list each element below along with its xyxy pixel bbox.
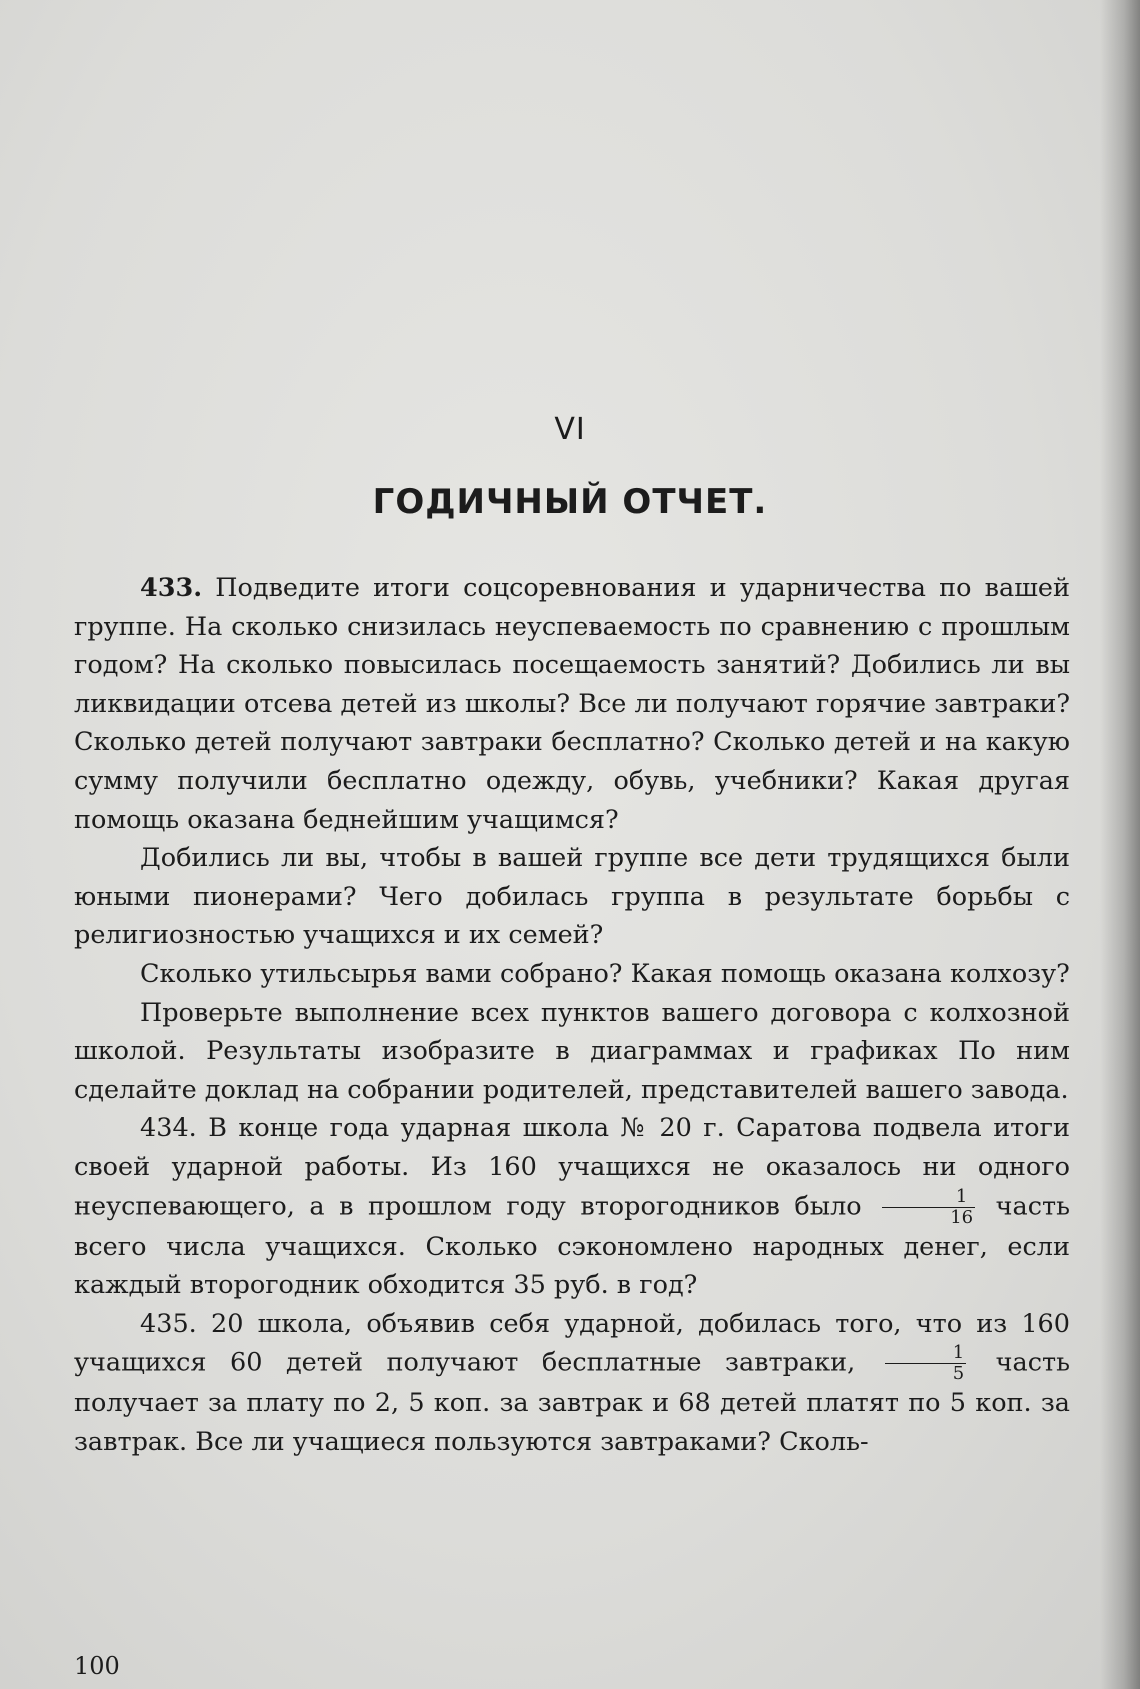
problem-number: 435.: [140, 1308, 197, 1339]
fraction-denominator: 5: [952, 1363, 965, 1385]
fraction-numerator: 1: [885, 1343, 966, 1364]
problem-number: 433.: [140, 573, 203, 603]
problem-text-before: 20 школа, объявив себя ударной, добилась того, что из 160 учащихся 60 детей получают бесплатные завтраки,: [74, 1308, 1071, 1378]
problem-433-paragraph-3: Сколько утильсырья вами собрано? Какая помощь оказана колхозу?: [140, 958, 1070, 989]
problem-text-after: часть всего числа учащихся. Сколько сэкономлено народных денег, если каждый второгодник обходится 35 руб. в год?: [74, 1191, 1071, 1301]
problem-433-paragraph-2: Добились ли вы, чтобы в вашей группе все дети трудящихся были юными пионерами? Чего добилась группа в результате борьбы с религиозностью учащихся и их семей?: [74, 843, 1070, 951]
problem-433-paragraph-4: Проверьте выполнение всех пунктов вашего договора с колхозной школой. Результаты изобразите в диаграммах и графиках По ним сделайте доклад на собрании родителей, представителей вашего завода.: [74, 997, 1070, 1105]
problem-number: 434.: [140, 1113, 197, 1144]
page-number: 100: [74, 1652, 120, 1680]
problem-435: [74, 1305, 1070, 1462]
problem-434: [74, 1109, 1070, 1304]
problem-433-paragraph-1: [74, 569, 1070, 839]
chapter-title: ГОДИЧНЫЙ ОТЧЕТ.: [372, 482, 768, 522]
chapter-number: VI: [554, 412, 586, 447]
problem-text-before: В конце года ударная школа № 20 г. Саратова подвела итоги своей ударной работы. Из 160 учащихся не оказалось ни одного неуспевающего, а в прошлом году второгодников было: [74, 1113, 1071, 1221]
fraction-numerator: 1: [882, 1187, 975, 1208]
page-edge-shadow: [1100, 0, 1140, 1689]
fraction: [882, 1187, 975, 1228]
paragraph-text: Подведите итоги соцсоревнования и ударничества по вашей группе. На сколько снизилась неуспеваемость по сравнению с прошлым годом? На сколько повысилась посещаемость занятий? Добились ли вы ликвидации отсева детей из школы? Все ли получают горячие завтраки? Сколько детей получают завтраки бесплатно? Сколько детей и на какую сумму получили бесплатно одежду, обувь, учебники? Какая другая помощь оказана беднейшим учащимся?: [74, 573, 1070, 835]
fraction-denominator: 16: [950, 1206, 974, 1228]
body-text: [74, 569, 1070, 1461]
problem-text-after: часть получает за плату по 2, 5 коп. за завтрак и 68 детей платят по 5 коп. за завтрак. Все ли учащиеся пользуются завтраками? Сколь-: [74, 1347, 1070, 1457]
fraction: [885, 1343, 966, 1384]
